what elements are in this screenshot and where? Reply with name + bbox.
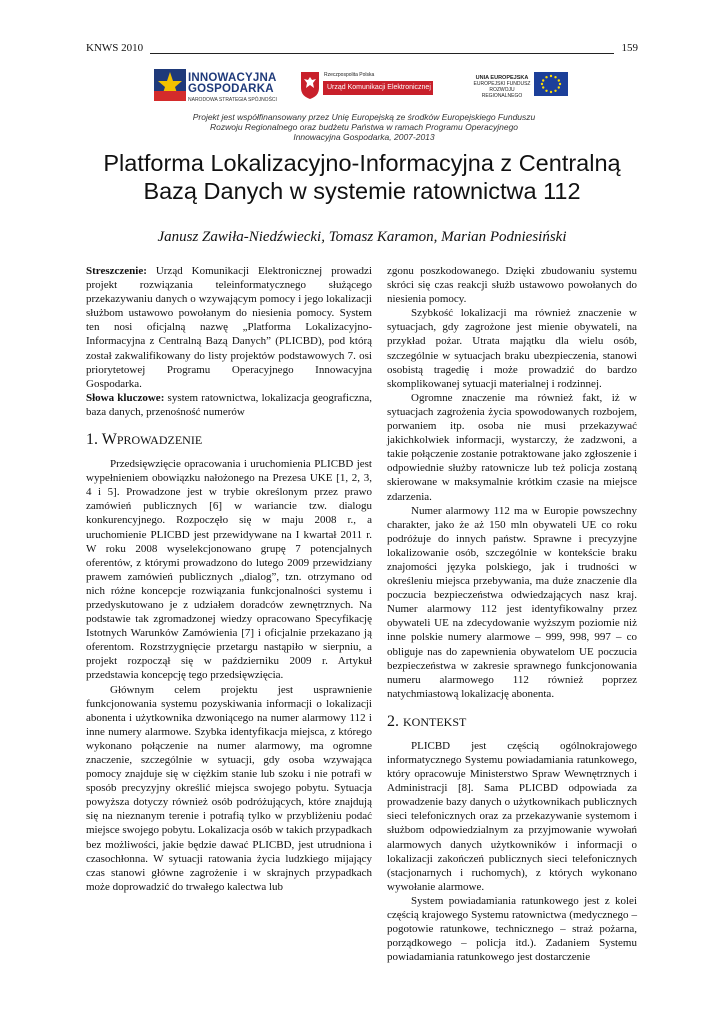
paper-title [50, 149, 674, 205]
keywords-text: system ratownictwa, lokalizacja geograficzna, baza danych, przenośność numerów [86, 391, 372, 418]
section2-title: KONTEKST [403, 714, 467, 729]
section1-number: 1. [86, 431, 98, 449]
title-line1: Platforma Lokalizacyjno-Informacyjna z Centralną [103, 150, 621, 176]
abstract-text: Urząd Komunikacji Elektronicznej prowadzi projekt rozwiązania teleinformatycznego służącego przekazywaniu danych o wzywającym pomocy i jego lokalizacji służbom ustawowo powołanym do niesienia pomocy. System ten nosi oficjalną nazwę „Platforma Lokalizacyjno-Informacyjna z Centralną Bazą Danych” (PLICBD), pod którą został zakwalifikowany do listy projektów podstawowych 7. osi priorytetowej Programu Operacyjnego Innowacyjna Gospodarka. [86, 265, 372, 390]
uke-name: Urząd Komunikacji Elektronicznej [323, 81, 433, 95]
section1-title-rest: PROWADZENIE [116, 433, 203, 448]
running-header [86, 40, 638, 56]
header-rule [150, 53, 614, 54]
eu-line1: UNIA EUROPEJSKA [475, 75, 529, 81]
funding-line2: Rozwoju Regionalnego oraz budżetu Państwa w ramach Programu Operacyjnego [209, 122, 519, 132]
property-paragraph: Szybkość lokalizacji ma również znaczenie w sytuacjach, gdy zagrożone jest mienie obywateli, na przykład pożar. Utrata majątku dla wielu osób, szczególnie w sytuacjach braku ubezpieczenia, stanowi osobistą tragedię i może prowadzić do bardzo skomplikowanej sytuacji materialnej i rodzinnej. [387, 307, 637, 390]
keywords [86, 391, 372, 419]
number-112-paragraph: Numer alarmowy 112 ma w Europie powszechny charakter, jako że aż 150 mln obywateli UE co roku podróżuje do innych państw. Sprawne i precyzyjne lokalizowanie osób, szczególnie w kontekście braku znajomości języka polskiego, jak i trudności w określeniu miejsca przebywania, ma duże znaczenie dla poczucia bezpieczeństwa odwiedzających nasz kraj. Numer alarmowy 112 jest identyfikowalny przez obywateli UE na zdecydowanie wyższym poziomie niż inne polskie numery alarmowe – 999, 998, 997 – co obliguje nas do zapewnienia obywatelom UE poczucia bezpieczeństwa w zakresie sprawnego funkcjonowania numeru alarmowego 112 również poprzez natychmiastową lokalizację abonenta. [387, 504, 637, 700]
authors: Janusz Zawiła-Niedźwiecki, Tomasz Karamon, Marian Podniesiński [157, 229, 567, 245]
polish-eagle-icon [299, 70, 321, 100]
uke-top-text: Rzeczpospolita Polska [324, 72, 375, 78]
logo-ig-line1: INNOWACYJNA [188, 72, 277, 84]
section-heading-introduction [86, 431, 372, 449]
context-paragraph: PLICBD jest częścią ogólnokrajowego informatycznego Systemu powiadamiania ratunkowego, który opracowuje Ministerstwo Spraw Wewnętrznych i Administracji [8]. Sama PLICBD odpowiada za prowadzenie bazy danych o użytkownikach publicznych sieci telefonicznych oraz za przekazywanie systemom i służbom odpowiedzialnym za przyjmowanie wywołań alarmowych danych użytkowników i informacji o lokalizacji zakończeń publicznych sieci telefonicznych (stacjonarnych i ruchomych), z których wykonano wywołanie alarmowe. [387, 739, 637, 893]
uke-logo [297, 70, 433, 102]
funding-notice [176, 112, 552, 142]
goal-paragraph-continued: zgonu poszkodowanego. Dzięki zbudowaniu systemu skróci się czas reakcji służb ustawowo powołanych do niesienia pomocy. [387, 265, 637, 306]
logo-ig-sub: NARODOWA STRATEGIA SPÓJNOŚCI [188, 97, 277, 103]
funding-line3: Innowacyjna Gospodarka, 2007-2013 [293, 132, 435, 142]
logo-bar [0, 68, 724, 112]
eu-flag-icon [534, 72, 568, 96]
abstract [86, 264, 372, 391]
title-line2: Bazą Danych w systemie ratownictwa 112 [143, 178, 581, 204]
eu-line2: EUROPEJSKI FUNDUSZ [473, 81, 531, 87]
eu-line3: ROZWOJU REGIONALNEGO [481, 87, 523, 99]
threat-paragraph: Ogromne znaczenie ma również fakt, iż w sytuacjach zagrożenia życia spowodowanych rozbojem, porwaniem itp. osoba nie musi przekazywać jakichkolwiek informacji, wystarczy, że zadzwoni, a takie połączenie zostanie potraktowane jako zgłoszenie i odpowiednie służby ratownicze lub też policja zostaną skierowane w maksymalnie krótkim czasie na miejsce zdarzenia. [387, 391, 637, 503]
left-column [86, 264, 372, 894]
innowacyjna-gospodarka-logo [154, 68, 278, 108]
keywords-label: Słowa kluczowe: [86, 391, 165, 404]
abstract-label: Streszczenie: [86, 265, 147, 277]
section1-title-cap: W [101, 431, 117, 449]
eu-logo [472, 72, 568, 104]
intro-paragraph: Przedsięwzięcie opracowania i uruchomienia PLICBD jest wypełnieniem obowiązku nałożonego na Prezesa UKE [1, 2, 3, 4 i 5]. Prowadzone jest w trybie określonym przez prawo zamówień publicznych [6] w wariancie tzw. dialogu konkurencyjnego. Rozpoczęło się w maju 2008 r., a uruchomienie PLICBD jest przewidywane na I kwartał 2011 r. W roku 2008 wyselekcjonowano grupę 7 potencjalnych oferentów, z którymi prowadzono do lutego 2009 przewidziany prawem zamówień publicznych „dialog”, tzn. otrzymano od nich różne koncepcje rozwiązania funkcjonalności systemu i przedyskutowano je z udziałem doradców zewnętrznych. Na podstawie tak zgromadzonej wiedzy opracowano Specyfikację Istotnych Warunków Zamówienia [7] i oficjalnie przekazano ją oferentom. Rozstrzygnięcie przetargu nastąpiło w sierpniu, a projekt rozpoczął się w październiku 2009 r. Artykuł przedstawia koncepcję tego przedsięwzięcia. [86, 458, 372, 682]
section-heading-context [387, 713, 637, 731]
section2-number: 2. [387, 712, 399, 730]
logo-ig-line2: GOSPODARKA [188, 83, 274, 95]
star-logo-icon [154, 69, 186, 101]
page-number: 159 [621, 42, 638, 54]
funding-line1: Projekt jest współfinansowany przez Unię Europejską ze środków Europejskiego Funduszu [192, 112, 536, 122]
system-paragraph: System powiadamiania ratunkowego jest z kolei częścią krajowego Systemu ratownictwa (medycznego – pogotowie ratunkowe, technicznego – straż pożarna, porządkowego – policja itd.). Zadaniem Systemu powiadamiania ratunkowego jest dostarczenie [387, 894, 637, 964]
goal-paragraph: Głównym celem projektu jest usprawnienie funkcjonowania systemu pozyskiwania informacji o lokalizacji abonenta i użytkownika dzwoniącego na numer alarmowy 112 i inne numery alarmowe. Szybka identyfikacja miejsca, z którego wykonano połączenie na numer alarmowy, ma ogromne znaczenie, szczególnie w sytuacji, gdy osoba wzywająca pomocy znajduje się w ciężkim stanie lub szoku i nie potrafi w sposób precyzyjny określić miejsca swojego pobytu. Sytuacja powyższa dotyczy również osób podróżujących, które znajdują się na nieznanym terenie i potrafią tylko w przybliżeniu podać miejsce swojego pobytu. Lokalizacja osób w takich przypadkach bez możliwości, jakie będzie dawać PLICBD, jest utrudniona i czasochłonna. W sytuacji ratowania życia ludzkiego mijający czas stanowi główne zagrożenie i w skrajnych przypadkach może doprowadzić do trwałego kalectwa lub [86, 683, 372, 893]
right-column [387, 264, 637, 964]
conference-name: KNWS 2010 [86, 42, 144, 54]
